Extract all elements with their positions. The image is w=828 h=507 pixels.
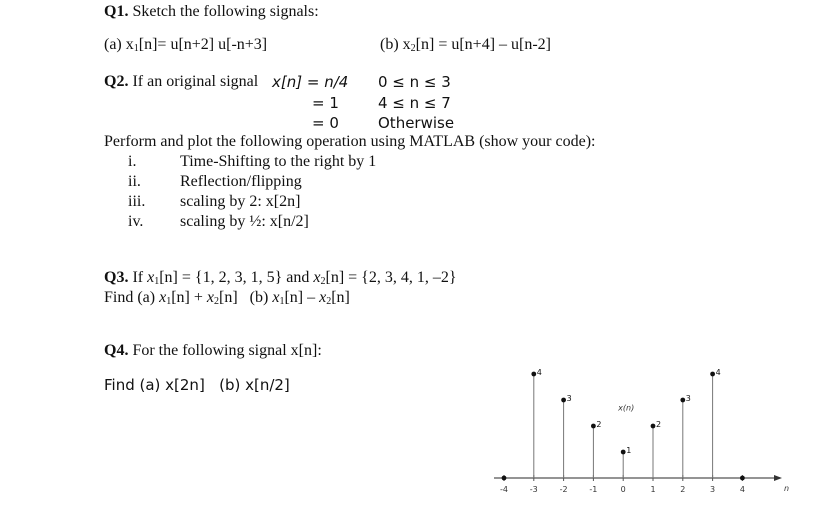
stem-point bbox=[531, 372, 536, 377]
q1-label: Q1. bbox=[104, 3, 129, 20]
stem-value-label: 2 bbox=[656, 420, 662, 429]
stem-point bbox=[621, 450, 626, 455]
q2-def-row-1-cond: 0 ≤ n ≤ 3 bbox=[378, 73, 451, 91]
x-axis-arrow bbox=[774, 475, 782, 481]
q3-x1-sub: 1 bbox=[154, 276, 160, 287]
q3-sum-end: [n] bbox=[219, 289, 238, 306]
q2-text: If an original signal bbox=[128, 73, 259, 90]
q3-line-1 bbox=[104, 269, 457, 291]
q3-find-b: (b) bbox=[237, 289, 273, 306]
q2-item-3-text: scaling by 2: x[2n] bbox=[180, 193, 301, 210]
q2-item-2-text: Reflection/flipping bbox=[180, 173, 302, 190]
stem-value-label: 1 bbox=[626, 446, 632, 455]
q2-def-row-2-lhs: = 1 bbox=[312, 94, 339, 112]
q3-diff-op: [n] – bbox=[284, 289, 320, 306]
x-tick-label: 2 bbox=[680, 485, 686, 494]
q4-find: Find (a) x[2n] (b) x[n/2] bbox=[104, 376, 290, 394]
q3-diff-x1-sub: 1 bbox=[279, 296, 285, 307]
x-tick-label: -4 bbox=[500, 485, 508, 494]
q2-label: Q2. bbox=[104, 73, 129, 90]
q3-diff-x1: x bbox=[272, 289, 280, 306]
q3-sum-x1: x bbox=[159, 289, 167, 306]
q1-part-b-prefix: (b) x bbox=[380, 36, 411, 53]
q2-item-4-text: scaling by ½: x[n/2] bbox=[180, 213, 309, 230]
q1-part-b-rest: [n] = u[n+4] – u[n-2] bbox=[415, 36, 551, 53]
stem-point bbox=[710, 372, 715, 377]
q2-instruction: Perform and plot the following operation using MATLAB (show your code): bbox=[104, 133, 596, 150]
q4-text: For the following signal x[n]: bbox=[128, 342, 322, 359]
stem-point bbox=[561, 398, 566, 403]
q3-x2-def: [n] = {2, 3, 4, 1, –2} bbox=[325, 269, 457, 286]
q3-sum-x2-sub: 2 bbox=[214, 296, 220, 307]
q3-if: If bbox=[128, 269, 148, 286]
q3-label: Q3. bbox=[104, 269, 129, 286]
q3-and: and bbox=[282, 269, 314, 286]
q1-text: Sketch the following signals: bbox=[128, 3, 319, 20]
q3-sum-x2: x bbox=[206, 289, 215, 306]
q1-part-a-prefix: (a) x bbox=[104, 36, 134, 53]
q2-def-row-2-cond: 4 ≤ n ≤ 7 bbox=[378, 94, 451, 112]
q3-sum-x1-sub: 1 bbox=[166, 296, 172, 307]
stem-point bbox=[591, 424, 596, 429]
q2-item-3-num: iii. bbox=[128, 193, 146, 210]
stem-chart bbox=[490, 352, 790, 502]
stem-point bbox=[502, 476, 507, 481]
x-tick-label: -1 bbox=[589, 485, 598, 494]
x-tick-label: 1 bbox=[650, 485, 656, 494]
q2-item-1-num: i. bbox=[128, 153, 137, 170]
stem-value-label: 3 bbox=[566, 394, 572, 403]
q1-part-a bbox=[104, 36, 267, 58]
x-tick-label: 4 bbox=[739, 485, 745, 494]
q2-item-2-num: ii. bbox=[128, 173, 141, 190]
q1-part-b-sub: 2 bbox=[410, 43, 416, 54]
q1-part-a-rest: [n]= u[n+2] u[-n+3] bbox=[138, 36, 268, 53]
q3-diff-x2-sub: 2 bbox=[326, 296, 332, 307]
stem-value-label: 4 bbox=[536, 368, 542, 377]
stem-point bbox=[740, 476, 745, 481]
q2-def-row-3-lhs: = 0 bbox=[312, 114, 339, 132]
q3-diff-end: [n] bbox=[331, 289, 350, 306]
q3-x2-var: x bbox=[313, 269, 321, 286]
q2-def-row-1-lhs: x[n] = n/4 bbox=[272, 73, 349, 91]
q2-item-1-text: Time-Shifting to the right by 1 bbox=[180, 153, 377, 170]
x-tick-label: -3 bbox=[529, 485, 538, 494]
stem-point bbox=[651, 424, 656, 429]
q4-label: Q4. bbox=[104, 342, 129, 359]
q2-heading bbox=[104, 73, 258, 91]
q1-heading bbox=[104, 3, 319, 21]
q3-diff-x2: x bbox=[319, 289, 327, 306]
q3-x1-def: [n] = {1, 2, 3, 1, 5} bbox=[159, 269, 283, 286]
x-tick-label: -2 bbox=[559, 485, 568, 494]
chart-title: x(n) bbox=[618, 403, 635, 413]
x-axis-label: n bbox=[784, 484, 790, 493]
x-tick-label: 0 bbox=[620, 485, 626, 494]
q3-x2-sub: 2 bbox=[320, 276, 326, 287]
stem-value-label: 4 bbox=[715, 368, 721, 377]
stem-value-label: 2 bbox=[596, 420, 602, 429]
q4-heading bbox=[104, 342, 322, 360]
x-tick-label: 3 bbox=[710, 485, 716, 494]
q3-sum-op: [n] + bbox=[171, 289, 207, 306]
q1-part-b bbox=[380, 36, 551, 58]
q2-def-row-3-cond: Otherwise bbox=[378, 114, 455, 132]
q1-part-a-sub: 1 bbox=[133, 43, 139, 54]
stem-value-label: 3 bbox=[685, 394, 691, 403]
q2-item-4-num: iv. bbox=[128, 213, 144, 230]
q3-line-2 bbox=[104, 289, 350, 311]
q3-find-a: Find (a) bbox=[104, 289, 160, 306]
stem-point bbox=[680, 398, 685, 403]
q3-x1-var: x bbox=[147, 269, 155, 286]
